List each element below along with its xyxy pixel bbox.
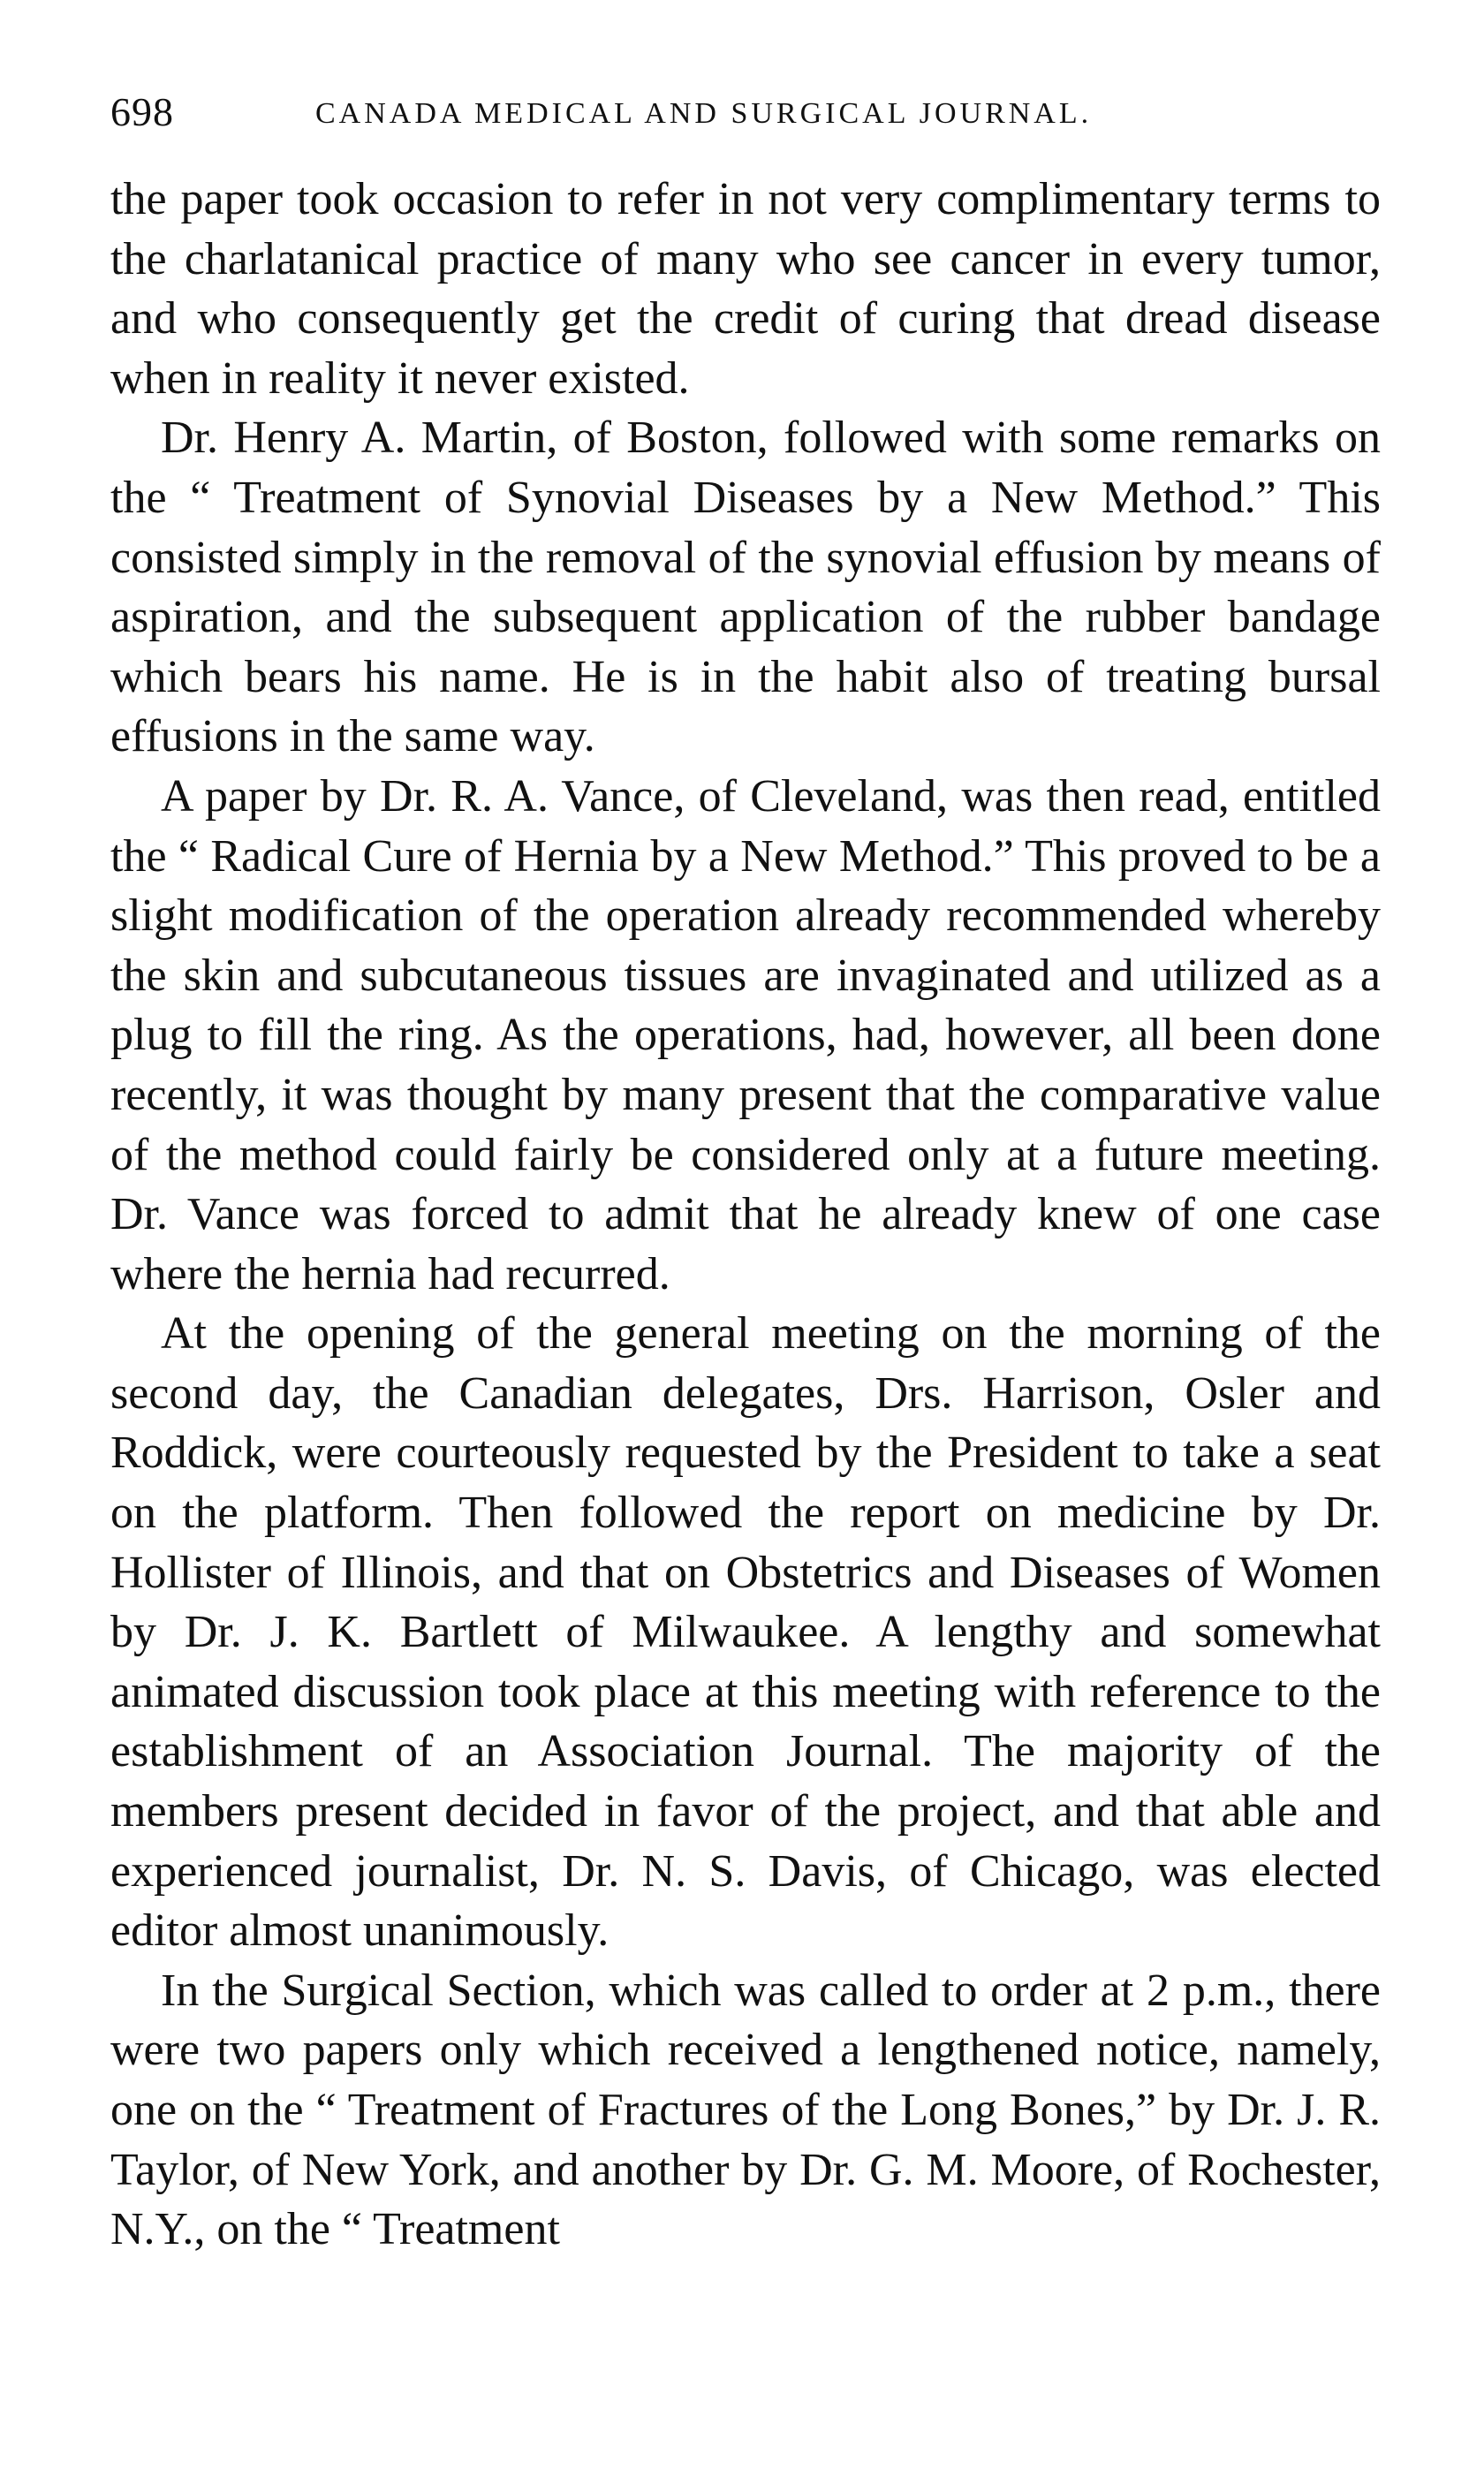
- paragraph-general-meeting: At the opening of the general meeting on the morning of the second day, the Canadian delegates, Drs. Harrison, Osler and Roddick, were courteously requested by the President to take a seat on the platform. Then followed the report on medicine by Dr. Hollister of Illinois, and that on Obstetrics and Diseases of Women by Dr. J. K. Bartlett of Milwaukee. A lengthy and somewhat animated discussion took place at this meeting with reference to the establishment of an Association Journal. The majority of the members present decided in favor of the project, and that able and experienced journalist, Dr. N. S. Davis, of Chicago, was elected editor almost unanimously.: [110, 1308, 1381, 1957]
- running-head: [110, 88, 1374, 141]
- paragraph-surgical-section: In the Surgical Section, which was called to order at 2 p.m., there were two papers only which received a lengthened notice, namely, one on the “ Treatment of Fractures of the Long Bones,” by Dr. J. R. Taylor, of New York, and another by Dr. G. M. Moore, of Rochester, N.Y., on the “ Treatment: [110, 1965, 1381, 2255]
- page-number: 698: [110, 89, 174, 134]
- journal-title: CANADA MEDICAL AND SURGICAL JOURNAL.: [315, 97, 1093, 130]
- article-body: [110, 170, 1381, 2260]
- paragraph-continued: the paper took occasion to refer in not very complimentary terms to the charlatanical practice of many who see cancer in every tumor, and who consequently get the credit of curing that dread disease when in reality it never existed.: [110, 174, 1381, 404]
- paragraph-vance: A paper by Dr. R. A. Vance, of Cleveland, was then read, entitled the “ Radical Cure of Hernia by a New Method.” This proved to be a slight modification of the operation already recommended whereby the skin and subcutaneous tissues are invaginated and utilized as a plug to fill the ring. As the operations, had, however, all been done recently, it was thought by many present that the comparative value of the method could fairly be considered only at a future meeting. Dr. Vance was forced to admit that he already knew of one case where the hernia had recurred.: [110, 770, 1381, 1299]
- paragraph-martin: Dr. Henry A. Martin, of Boston, followed with some remarks on the “ Treatment of Synovial Diseases by a New Method.” This consisted simply in the removal of the synovial effusion by means of aspiration, and the subsequent application of the rubber bandage which bears his name. He is in the habit also of treating bursal effusions in the same way.: [110, 413, 1381, 762]
